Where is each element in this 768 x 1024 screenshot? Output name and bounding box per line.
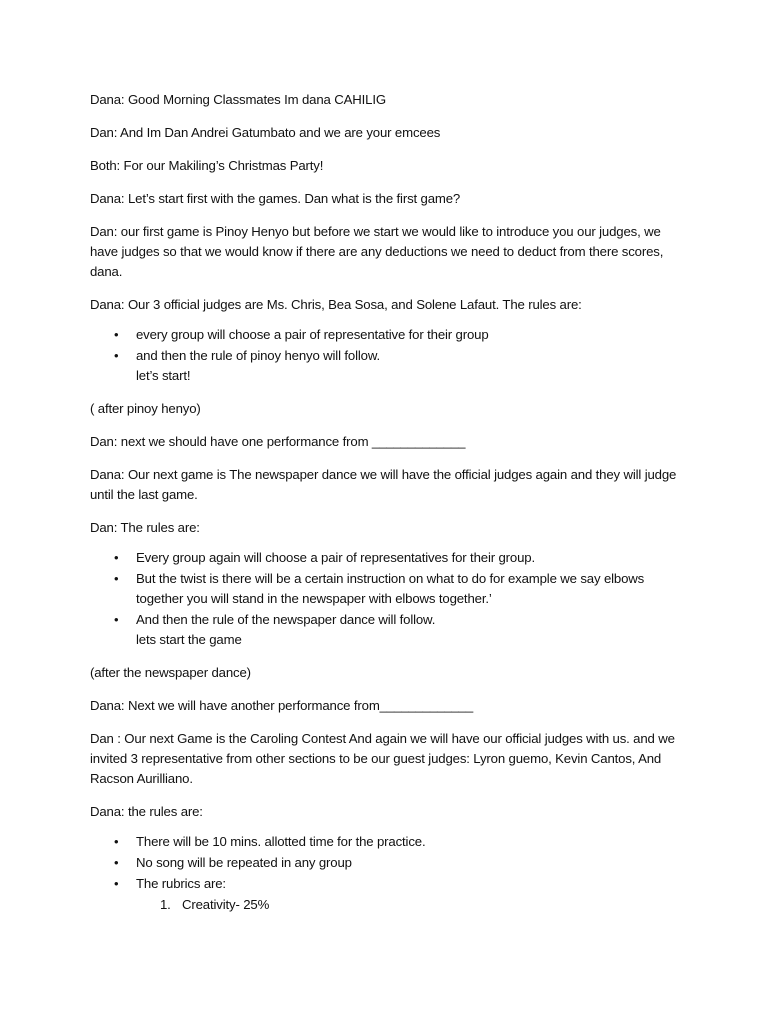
bullet-icon: •: [114, 348, 119, 363]
bullet-icon: •: [114, 876, 119, 891]
list-item-text: Every group again will choose a pair of representatives for their group.: [136, 550, 535, 565]
bullet-icon: •: [114, 571, 119, 586]
rubrics-list: [90, 895, 680, 915]
list-item-text: But the twist is there will be a certain instruction on what to do for example we say elbows together you will stand in the newspaper with elbows together.’: [136, 571, 645, 606]
list-item-continuation: let’s start!: [136, 368, 191, 383]
list-item-text: There will be 10 mins. allotted time for the practice.: [136, 834, 426, 849]
paragraph-dana-greeting: Dana: Good Morning Classmates Im dana CAHILIG: [90, 92, 386, 107]
list-item: [90, 548, 680, 568]
paragraph-newspaper-rules-heading: Dan: The rules are:: [90, 520, 200, 535]
paragraph-after-newspaper-dance: (after the newspaper dance): [90, 665, 251, 680]
list-item-text: and then the rule of pinoy henyo will follow.: [136, 348, 380, 363]
list-item-text: No song will be repeated in any group: [136, 855, 352, 870]
paragraph-first-game-question: Dana: Let’s start first with the games. Dan what is the first game?: [90, 191, 461, 206]
paragraph-newspaper-dance-intro: Dana: Our next game is The newspaper dance we will have the official judges again and they will judge until the last game.: [90, 467, 677, 502]
list-item: [90, 832, 680, 852]
caroling-rules-list: [90, 832, 680, 894]
list-item: [90, 610, 680, 650]
document-body: [90, 90, 680, 915]
paragraph-pinoy-henyo-intro: Dan: our first game is Pinoy Henyo but before we start we would like to introduce you our judges, we have judges so that we would know if there are any deductions we need to deduct from there scores, dana.: [90, 224, 664, 279]
paragraph-dan-intro: Dan: And Im Dan Andrei Gatumbato and we are your emcees: [90, 125, 441, 140]
bullet-icon: •: [114, 834, 119, 849]
list-item-text: And then the rule of the newspaper dance will follow.: [136, 612, 436, 627]
bullet-icon: •: [114, 327, 119, 342]
paragraph-first-performance: Dan: next we should have one performance from _____________: [90, 434, 466, 449]
list-item: [90, 874, 680, 894]
paragraph-official-judges: Dana: Our 3 official judges are Ms. Chris, Bea Sosa, and Solene Lafaut. The rules are:: [90, 297, 582, 312]
list-item: [90, 569, 680, 609]
pinoy-henyo-rules-list: [90, 325, 680, 386]
paragraph-after-pinoy-henyo: ( after pinoy henyo): [90, 401, 201, 416]
list-item: [90, 853, 680, 873]
list-item-text: every group will choose a pair of representative for their group: [136, 327, 489, 342]
newspaper-dance-rules-list: [90, 548, 680, 650]
list-item-text: The rubrics are:: [136, 876, 226, 891]
list-item: [90, 325, 680, 345]
list-item: [90, 346, 680, 386]
bullet-icon: •: [114, 612, 119, 627]
paragraph-both: Both: For our Makiling’s Christmas Party!: [90, 158, 324, 173]
paragraph-caroling-contest-intro: Dan : Our next Game is the Caroling Contest And again we will have our official judges with us. and we invited 3 representative from other sections to be our guest judges: Lyron guemo, Kevin Cantos, And Racson Aurilliano.: [90, 731, 675, 786]
paragraph-caroling-rules-heading: Dana: the rules are:: [90, 804, 203, 819]
rubric-number: 1.: [160, 897, 171, 912]
bullet-icon: •: [114, 550, 119, 565]
bullet-icon: •: [114, 855, 119, 870]
paragraph-second-performance: Dana: Next we will have another performance from_____________: [90, 698, 474, 713]
rubric-text: Creativity- 25%: [182, 897, 270, 912]
list-item-continuation: lets start the game: [136, 632, 242, 647]
rubric-item: [90, 895, 680, 915]
